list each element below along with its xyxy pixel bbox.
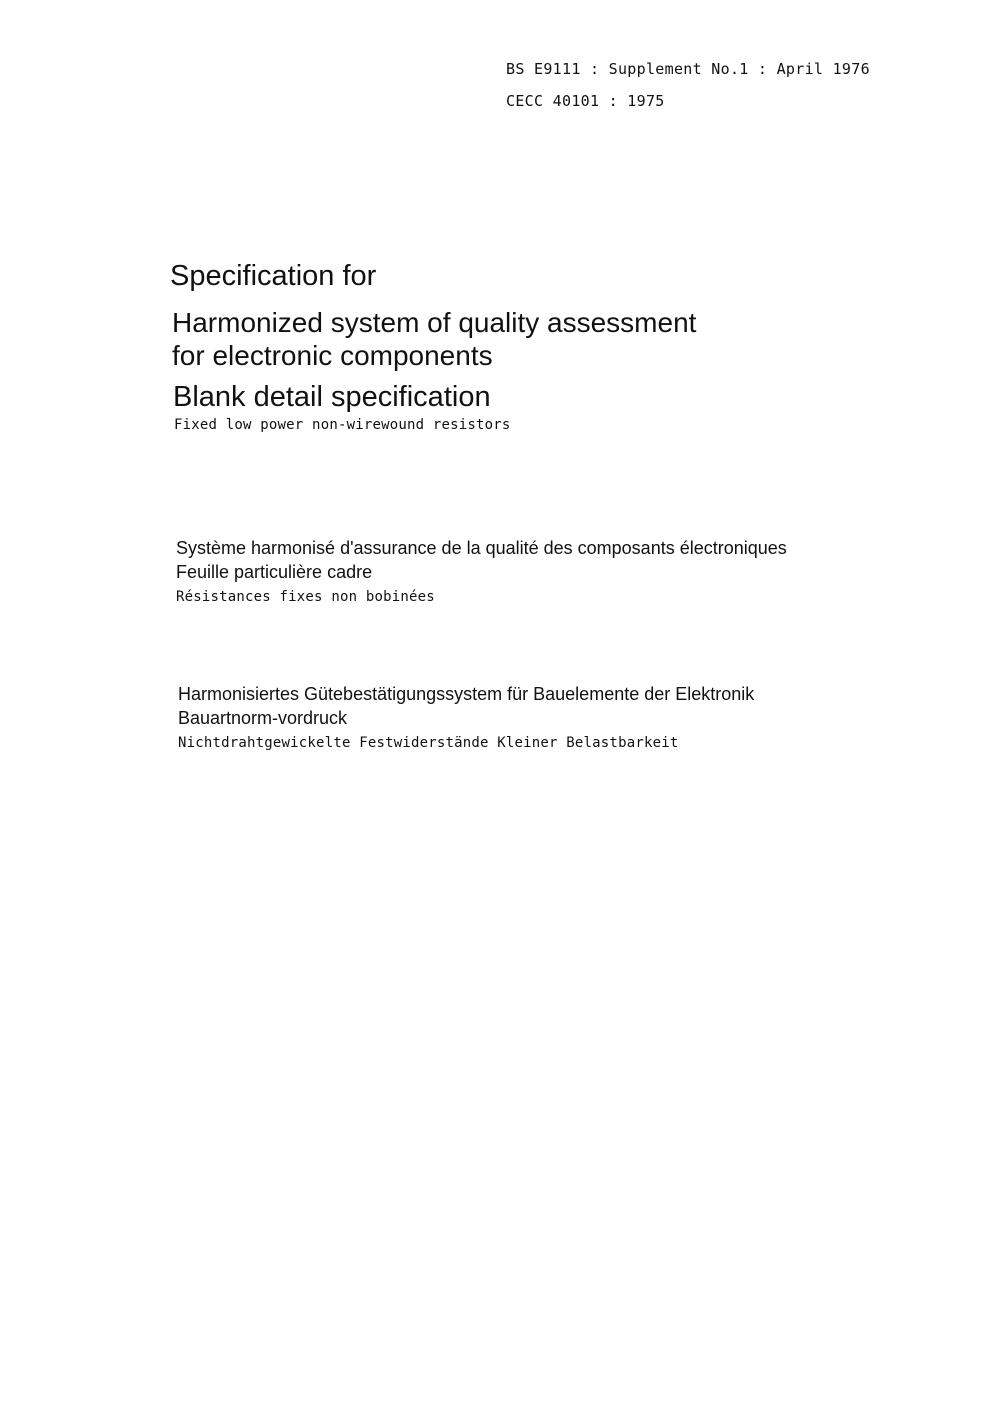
french-title-block <box>176 536 896 606</box>
german-title-block <box>178 682 898 752</box>
german-subtitle: Nichtdrahtgewickelte Festwiderstände Kleiner Belastbarkeit <box>178 735 679 751</box>
german-title-line1: Harmonisiertes Gütebestätigungssystem für Bauelemente der Elektronik <box>178 684 755 704</box>
cecc-reference-line: CECC 40101 : 1975 <box>506 92 665 110</box>
title-harmonized-system: Harmonized system of quality assessment <box>172 307 697 338</box>
title-electronic-components: for electronic components <box>172 340 493 371</box>
title-specification-for: Specification for <box>170 260 377 292</box>
french-title-line2: Feuille particulière cadre <box>176 562 373 582</box>
german-title-line2: Bauartnorm-vordruck <box>178 708 348 728</box>
english-title-block <box>170 258 890 434</box>
french-title-line1: Système harmonisé d'assurance de la qualité des composants électroniques <box>176 538 787 558</box>
title-blank-detail-specification: Blank detail specification <box>173 381 491 413</box>
french-subtitle: Résistances fixes non bobinées <box>176 589 435 605</box>
standard-reference-line: BS E9111 : Supplement No.1 : April 1976 <box>506 60 870 78</box>
english-subtitle: Fixed low power non-wirewound resistors <box>174 417 511 433</box>
